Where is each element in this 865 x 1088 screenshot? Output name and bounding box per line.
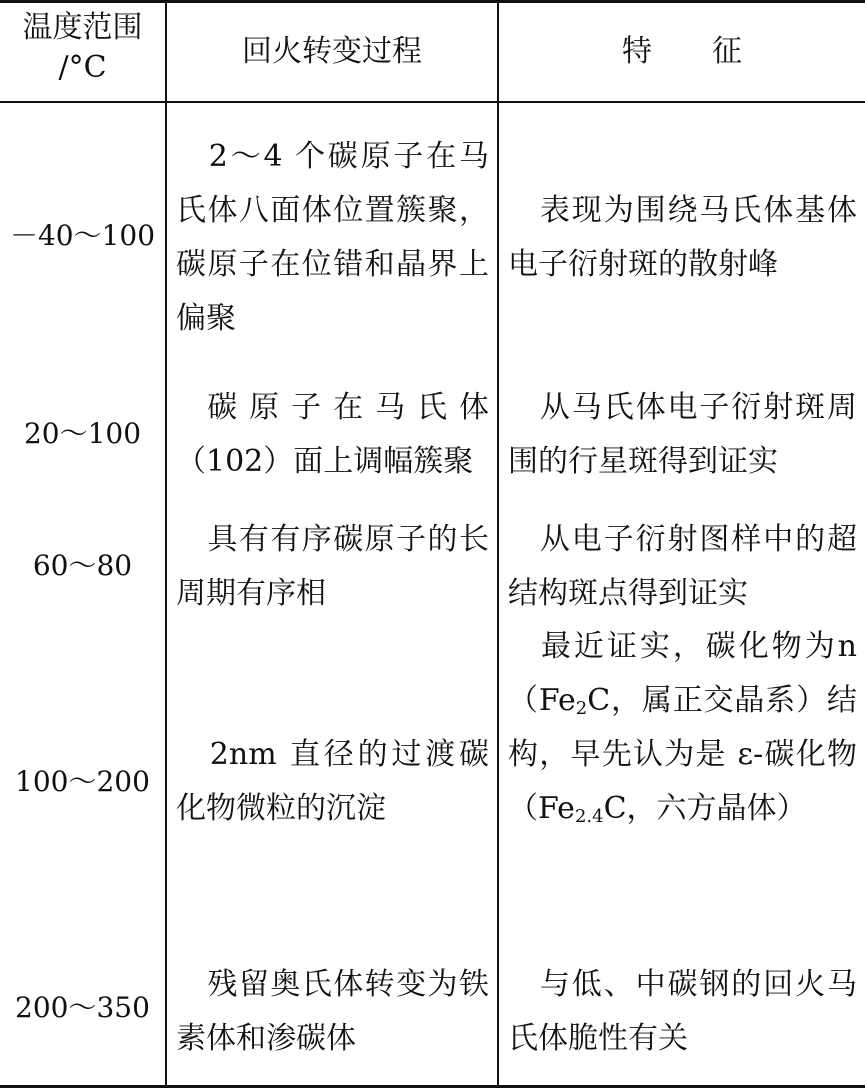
table-header-rule <box>0 101 865 103</box>
row-3-temperature: 60～80 <box>32 549 133 582</box>
row-4-process: 2nm 直径的过渡碳化物微粒的沉淀 <box>176 737 489 826</box>
row-5-temperature: 200～350 <box>15 991 150 1024</box>
row-2-feature: 从马氏体电子衍射斑周围的行星斑得到证实 <box>508 390 857 479</box>
header-feature: 特 征 <box>622 34 742 69</box>
row-4-feature-part-2: C，属正交晶系）结构，早先认为是 ε-碳化物（Fe <box>508 683 857 826</box>
row-1-temperature: －40～100 <box>9 219 156 252</box>
row-4-feature-subscript-1: 2 <box>575 698 588 719</box>
column-divider-2 <box>497 0 499 1088</box>
row-4-feature-subscript-2: 2.4 <box>574 806 604 827</box>
header-process: 回火转变过程 <box>242 34 422 69</box>
row-4-temperature: 100～200 <box>15 765 150 798</box>
row-4-feature-part-1: 最近证实，碳化物为n（Fe <box>508 629 857 718</box>
row-1-feature: 表现为围绕马氏体基体电子衍射斑的散射峰 <box>508 193 857 282</box>
column-divider-1 <box>165 0 167 1088</box>
row-5-process: 残留奥氏体转变为铁素体和渗碳体 <box>176 967 489 1056</box>
row-3-process: 具有有序碳原子的长周期有序相 <box>176 522 489 611</box>
header-temperature-unit: /°C <box>58 50 107 85</box>
header-temperature-range <box>0 8 165 88</box>
table-top-rule <box>0 0 865 3</box>
row-5-feature: 与低、中碳钢的回火马氏体脆性有关 <box>508 967 857 1056</box>
row-2-temperature: 20～100 <box>23 417 142 450</box>
row-3-feature: 从电子衍射图样中的超结构斑点得到证实 <box>508 522 857 611</box>
row-4-feature-part-3: C，六方晶体） <box>603 791 807 826</box>
row-4-feature <box>500 620 865 836</box>
header-temperature-label: 温度范围 <box>22 10 143 45</box>
row-2-process: 碳 原 子 在 马 氏 体（102）面上调幅簇聚 <box>176 390 489 479</box>
row-1-process: 2～4 个碳原子在马氏体八面体位置簇聚，碳原子在位错和晶界上偏聚 <box>176 139 489 336</box>
